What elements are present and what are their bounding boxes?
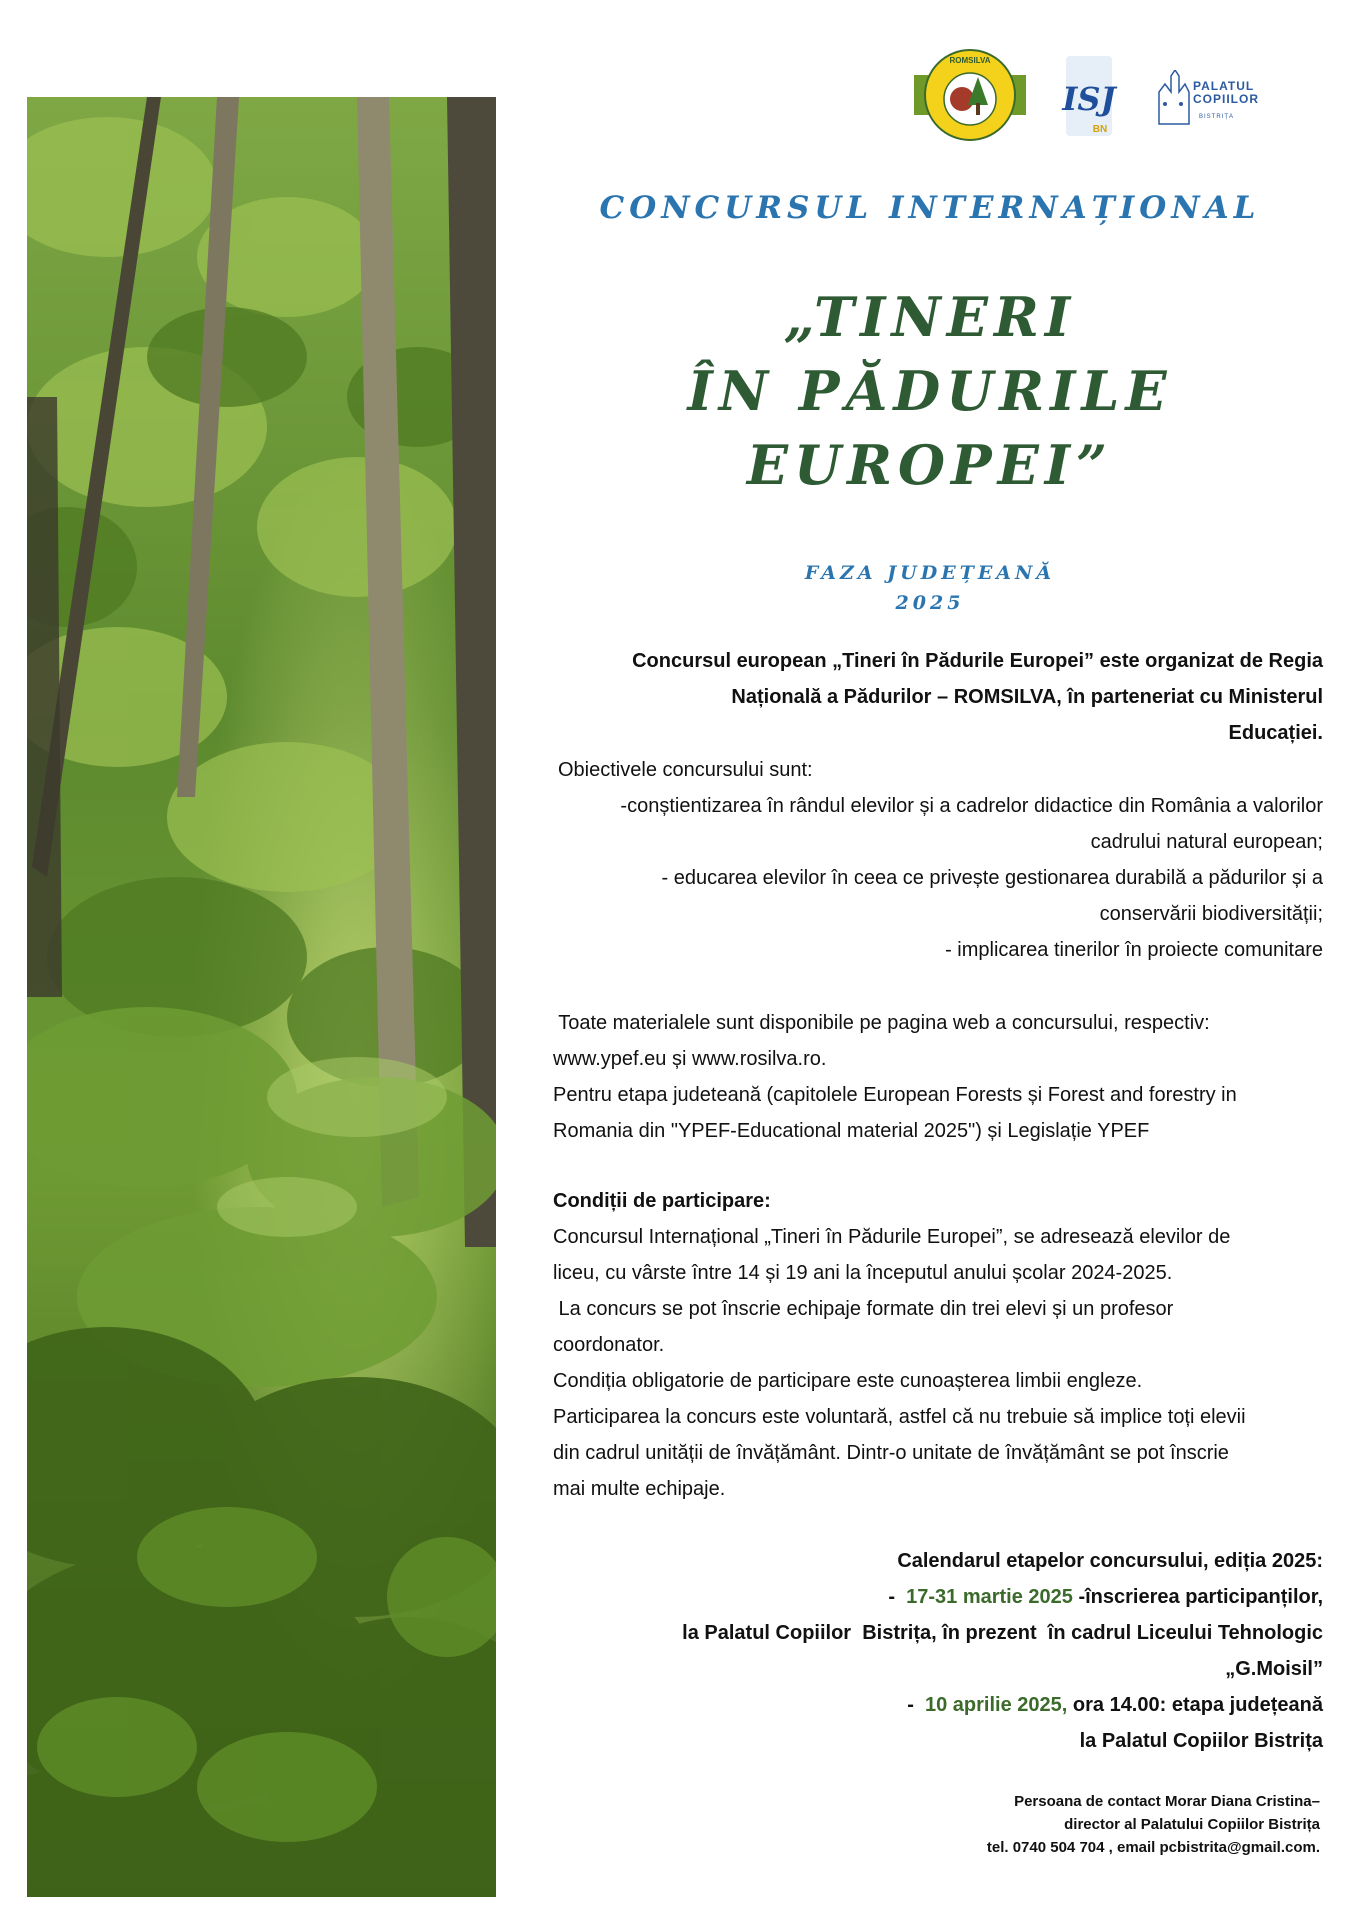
materials-line: Pentru etapa judeteană (capitolele European Forests și Forest and forestry in <box>553 1084 1237 1106</box>
title-line1: „TINERI <box>783 285 1077 349</box>
contact-role: director al Palatului Copiilor Bistrița <box>1064 1816 1320 1833</box>
calendar-dash: - <box>907 1694 925 1716</box>
calendar-text: -înscrierea participanților, <box>1072 1586 1323 1608</box>
objective-line: - educarea elevilor în ceea ce privește gestionarea durabilă a pădurilor și a <box>661 867 1323 889</box>
palat-line1: PALATUL <box>1193 79 1255 93</box>
palat-city: BISTRIȚA <box>1199 114 1235 120</box>
conditions-line: Condiția obligatorie de participare este cunoașterea limbii engleze. <box>553 1370 1143 1392</box>
phase-heading <box>560 558 1300 618</box>
romsilva-logo <box>914 45 1026 145</box>
conditions-line: Concursul Internațional „Tineri în Pădurile Europei”, se adresează elevilor de <box>553 1226 1231 1248</box>
intro-paragraph <box>553 643 1323 751</box>
contact-person: Persoana de contact Morar Diana Cristina– <box>1014 1793 1320 1810</box>
materials-line: Toate materialele sunt disponibile pe pagina web a concursului, respectiv: <box>553 1012 1210 1034</box>
objective-line: -conștientizarea în rândul elevilor și a cadrelor didactice din România a valorilor <box>620 795 1323 817</box>
materials-section <box>553 1005 1323 1149</box>
conditions-line: La concurs se pot înscrie echipaje formate din trei elevi și un profesor <box>553 1298 1174 1320</box>
partner-logos <box>910 40 1270 150</box>
title-line3: EUROPEI” <box>746 433 1114 497</box>
objectives-section <box>553 752 1323 968</box>
conditions-line: mai multe echipaje. <box>553 1478 726 1500</box>
conditions-line: coordonator. <box>553 1334 665 1356</box>
palat-line2: COPIILOR <box>1193 92 1260 106</box>
contact-info <box>800 1790 1320 1859</box>
objectives-heading: Obiectivele concursului sunt: <box>558 759 813 781</box>
calendar-date: 17-31 martie 2025 <box>906 1586 1073 1608</box>
objective-line: cadrului natural european; <box>1090 831 1323 853</box>
conditions-section <box>553 1183 1323 1507</box>
isj-logo-text: ISJ <box>1062 80 1116 118</box>
intro-line: Concursul european „Tineri în Pădurile Europei” este organizat de Regia <box>632 650 1323 672</box>
romsilva-logo-text: ROMSILVA <box>949 56 991 65</box>
calendar-section <box>553 1543 1323 1759</box>
forest-photo <box>27 97 496 1897</box>
objective-line: conservării biodiversității; <box>1099 903 1323 925</box>
competition-heading: CONCURSUL INTERNAȚIONAL <box>599 190 1261 226</box>
calendar-dash: - <box>888 1586 907 1608</box>
forest-illustration <box>27 97 496 1897</box>
phase-name: FAZA JUDEȚEANĂ <box>804 562 1056 584</box>
calendar-line: la Palatul Copiilor Bistrița, în prezent în cadrul Liceului Tehnologic <box>682 1622 1323 1644</box>
contact-details: tel. 0740 504 704 , email pcbistrita@gmail.com. <box>986 1839 1320 1856</box>
calendar-text: ora 14.00: etapa județeană <box>1067 1694 1323 1716</box>
calendar-item-registration <box>553 1579 1323 1615</box>
calendar-date: 10 aprilie 2025, <box>925 1694 1068 1716</box>
palatul-copiilor-name <box>1193 80 1259 106</box>
objective-line: - implicarea tinerilor în proiecte comunitare <box>945 939 1323 961</box>
calendar-item-county-stage <box>553 1687 1323 1723</box>
conditions-heading: Condiții de participare: <box>553 1190 771 1212</box>
materials-links: www.ypef.eu și www.rosilva.ro. <box>553 1048 827 1070</box>
calendar-line: la Palatul Copiilor Bistrița <box>1079 1730 1323 1752</box>
conditions-line: liceu, cu vârste între 14 și 19 ani la începutul anului școlar 2024-2025. <box>553 1262 1173 1284</box>
conditions-line: din cadrul unității de învățământ. Dintr-o unitate de învățământ se pot înscrie <box>553 1442 1229 1464</box>
isj-logo <box>1060 52 1118 144</box>
phase-year: 2025 <box>895 592 965 614</box>
competition-title <box>560 280 1300 502</box>
calendar-heading: Calendarul etapelor concursului, ediția 2025: <box>897 1550 1323 1572</box>
materials-line: Romania din "YPEF-Educational material 2025") și Legislație YPEF <box>553 1120 1150 1142</box>
intro-line: Educației. <box>1228 722 1323 744</box>
title-line2: ÎN PĂDURILE <box>687 359 1173 423</box>
intro-line: Națională a Pădurilor – ROMSILVA, în parteneriat cu Ministerul <box>731 686 1323 708</box>
calendar-line: „G.Moisil” <box>1225 1658 1323 1680</box>
conditions-line: Participarea la concurs este voluntară, astfel că nu trebuie să implice toți elevii <box>553 1406 1246 1428</box>
palatul-copiilor-logo <box>1155 70 1270 130</box>
isj-logo-sub: BN <box>1092 124 1108 135</box>
